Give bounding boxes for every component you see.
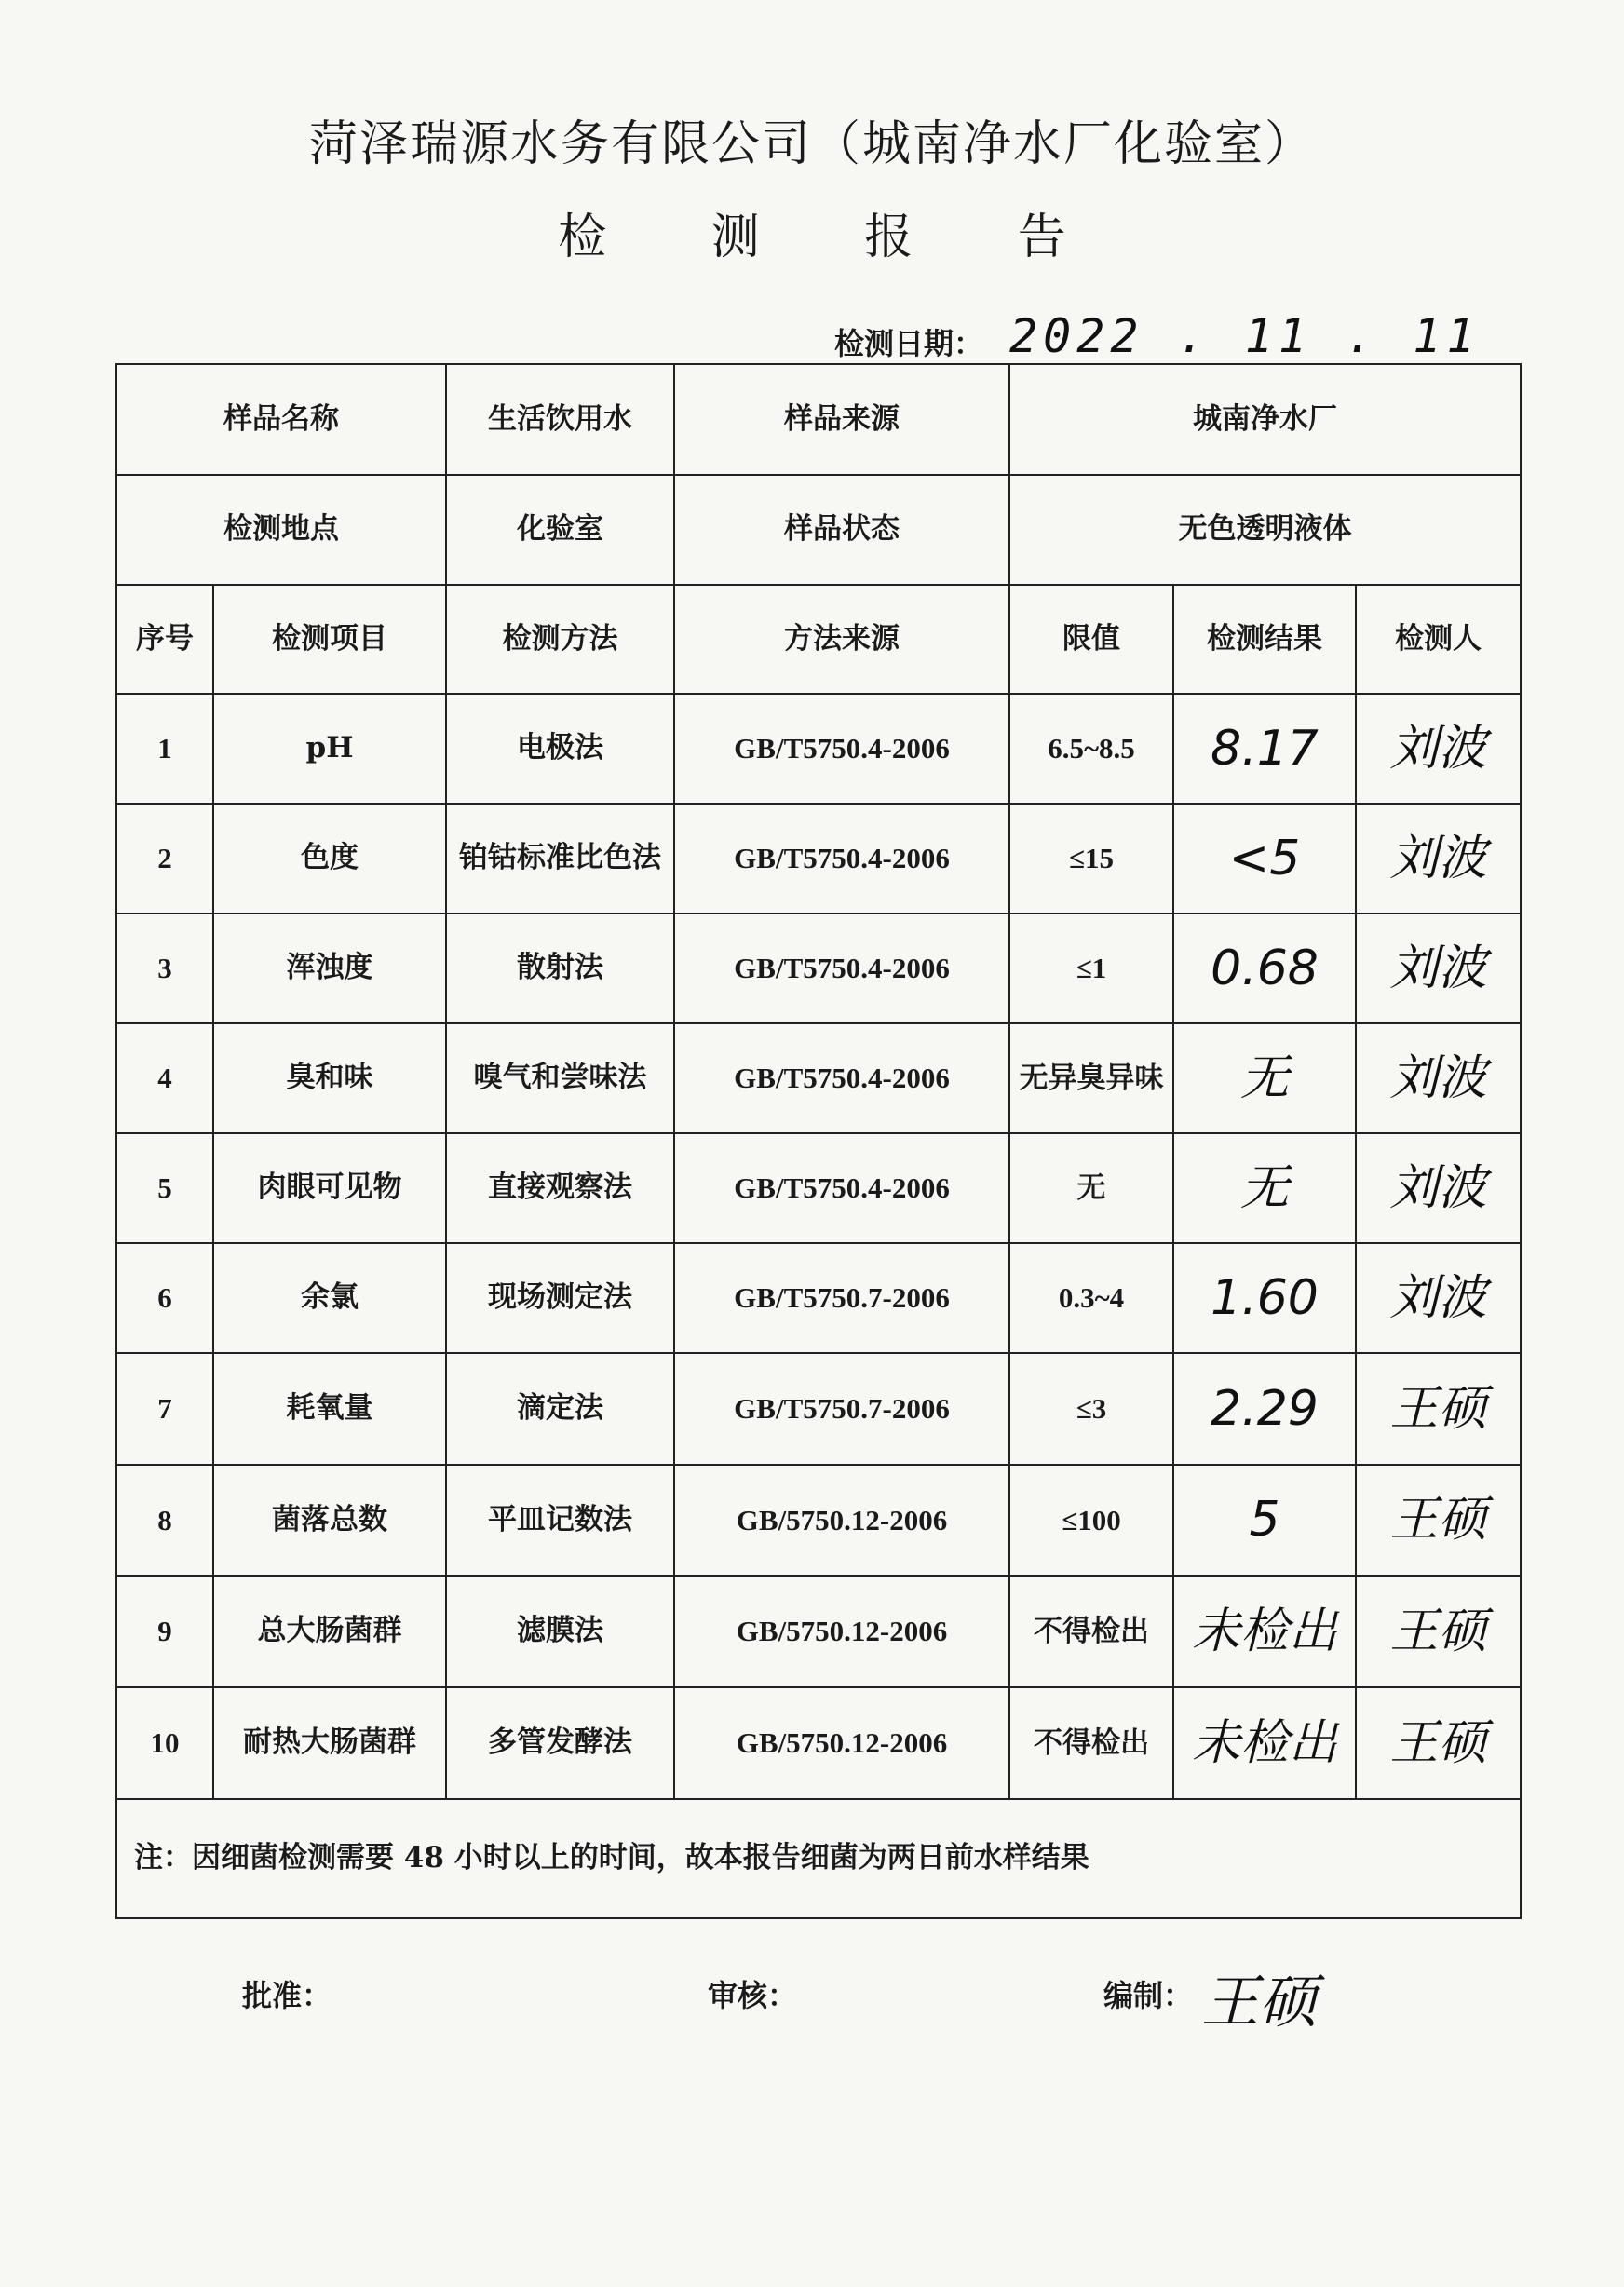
test-date-label: 检测日期： — [834, 326, 984, 361]
tester-signature: 刘波 — [1356, 1243, 1521, 1353]
test-item: 菌落总数 — [213, 1465, 446, 1576]
method-source: GB/T5750.7-2006 — [674, 1353, 1009, 1465]
col-header-method: 检测方法 — [446, 585, 674, 694]
sample-source-value: 城南净水厂 — [1009, 364, 1521, 475]
method-source: GB/T5750.4-2006 — [674, 1023, 1009, 1133]
col-header-no: 序号 — [116, 585, 213, 694]
tester-signature: 王硕 — [1356, 1465, 1521, 1576]
table-row — [116, 1465, 1521, 1576]
test-item: 余氯 — [213, 1243, 446, 1353]
test-item: 浑浊度 — [213, 913, 446, 1023]
table-row — [116, 1133, 1521, 1243]
method-source: GB/T5750.4-2006 — [674, 913, 1009, 1023]
col-header-limit: 限值 — [1009, 585, 1173, 694]
organization-title: 菏泽瑞源水务有限公司（城南净水厂化验室） — [308, 116, 1315, 172]
row-number: 7 — [116, 1353, 213, 1465]
test-item: 总大肠菌群 — [213, 1576, 446, 1687]
test-item: 耐热大肠菌群 — [213, 1687, 446, 1799]
test-date-value: 2022 . 11 . 11 — [1009, 309, 1481, 363]
table-row — [116, 913, 1521, 1023]
table-row — [116, 1687, 1521, 1799]
review-label: 审核： — [708, 1978, 798, 2013]
tester-signature: 刘波 — [1356, 1023, 1521, 1133]
col-header-source: 方法来源 — [674, 585, 1009, 694]
col-header-item: 检测项目 — [213, 585, 446, 694]
test-item: 臭和味 — [213, 1023, 446, 1133]
limit-value: 无异臭异味 — [1009, 1023, 1173, 1133]
method-source: GB/T5750.4-2006 — [674, 694, 1009, 804]
test-result: 2.29 — [1173, 1353, 1356, 1465]
test-item: 色度 — [213, 804, 446, 913]
row-number: 9 — [116, 1576, 213, 1687]
table-row — [116, 1243, 1521, 1353]
test-result: 5 — [1173, 1465, 1356, 1576]
tester-signature: 王硕 — [1356, 1687, 1521, 1799]
tester-signature: 刘波 — [1356, 694, 1521, 804]
test-method: 散射法 — [446, 913, 674, 1023]
table-row — [116, 694, 1521, 804]
limit-value: 无 — [1009, 1133, 1173, 1243]
limit-value: ≤15 — [1009, 804, 1173, 913]
tester-signature: 刘波 — [1356, 804, 1521, 913]
col-header-result: 检测结果 — [1173, 585, 1356, 694]
method-source: GB/T5750.4-2006 — [674, 804, 1009, 913]
sample-source-label: 样品来源 — [674, 364, 1009, 475]
row-number: 2 — [116, 804, 213, 913]
compile-label: 编制： — [1103, 1978, 1194, 2013]
test-result: 未检出 — [1173, 1687, 1356, 1799]
tester-signature: 刘波 — [1356, 913, 1521, 1023]
row-number: 1 — [116, 694, 213, 804]
test-method: 多管发酵法 — [446, 1687, 674, 1799]
test-result: 8.17 — [1173, 694, 1356, 804]
report-title: 检 测 报 告 — [558, 210, 1111, 265]
test-result: 无 — [1173, 1023, 1356, 1133]
method-source: GB/5750.12-2006 — [674, 1465, 1009, 1576]
info-row-1 — [116, 364, 1521, 475]
sample-name-label: 样品名称 — [116, 364, 446, 475]
test-result: 1.60 — [1173, 1243, 1356, 1353]
test-method: 滤膜法 — [446, 1576, 674, 1687]
limit-value: 不得检出 — [1009, 1576, 1173, 1687]
sample-name-value: 生活饮用水 — [446, 364, 674, 475]
limit-value: ≤1 — [1009, 913, 1173, 1023]
info-row-2 — [116, 475, 1521, 585]
table-row — [116, 1576, 1521, 1687]
test-result: <5 — [1173, 804, 1356, 913]
note-row — [116, 1799, 1521, 1918]
test-result: 无 — [1173, 1133, 1356, 1243]
limit-value: 6.5~8.5 — [1009, 694, 1173, 804]
method-source: GB/5750.12-2006 — [674, 1687, 1009, 1799]
tester-signature: 刘波 — [1356, 1133, 1521, 1243]
test-item: 耗氧量 — [213, 1353, 446, 1465]
table-row — [116, 1353, 1521, 1465]
row-number: 6 — [116, 1243, 213, 1353]
test-method: 现场测定法 — [446, 1243, 674, 1353]
row-number: 4 — [116, 1023, 213, 1133]
column-header-row — [116, 585, 1521, 694]
test-item: 肉眼可见物 — [213, 1133, 446, 1243]
row-number: 3 — [116, 913, 213, 1023]
tester-signature: 王硕 — [1356, 1353, 1521, 1465]
row-number: 10 — [116, 1687, 213, 1799]
method-source: GB/T5750.4-2006 — [674, 1133, 1009, 1243]
limit-value: ≤3 — [1009, 1353, 1173, 1465]
row-number: 5 — [116, 1133, 213, 1243]
test-method: 嗅气和尝味法 — [446, 1023, 674, 1133]
test-method: 电极法 — [446, 694, 674, 804]
method-source: GB/T5750.7-2006 — [674, 1243, 1009, 1353]
sample-state-value: 无色透明液体 — [1009, 475, 1521, 585]
compile-signature: 王硕 — [1201, 1968, 1318, 2036]
bacteria-note: 注：因细菌检测需要 48 小时以上的时间，故本报告细菌为两日前水样结果 — [116, 1799, 1521, 1918]
approve-label: 批准： — [242, 1978, 332, 2013]
report-table — [115, 363, 1522, 1919]
test-method: 铂钴标准比色法 — [446, 804, 674, 913]
col-header-tester: 检测人 — [1356, 585, 1521, 694]
tester-signature: 王硕 — [1356, 1576, 1521, 1687]
test-location-label: 检测地点 — [116, 475, 446, 585]
row-number: 8 — [116, 1465, 213, 1576]
limit-value: 0.3~4 — [1009, 1243, 1173, 1353]
sample-state-label: 样品状态 — [674, 475, 1009, 585]
table-row — [116, 1023, 1521, 1133]
signature-footer — [0, 1955, 1624, 2036]
test-method: 平皿记数法 — [446, 1465, 674, 1576]
table-row — [116, 804, 1521, 913]
test-method: 直接观察法 — [446, 1133, 674, 1243]
limit-value: ≤100 — [1009, 1465, 1173, 1576]
test-date-row — [834, 307, 1480, 363]
test-result: 0.68 — [1173, 913, 1356, 1023]
limit-value: 不得检出 — [1009, 1687, 1173, 1799]
test-item: pH — [213, 694, 446, 804]
method-source: GB/5750.12-2006 — [674, 1576, 1009, 1687]
test-location-value: 化验室 — [446, 475, 674, 585]
test-method: 滴定法 — [446, 1353, 674, 1465]
test-result: 未检出 — [1173, 1576, 1356, 1687]
